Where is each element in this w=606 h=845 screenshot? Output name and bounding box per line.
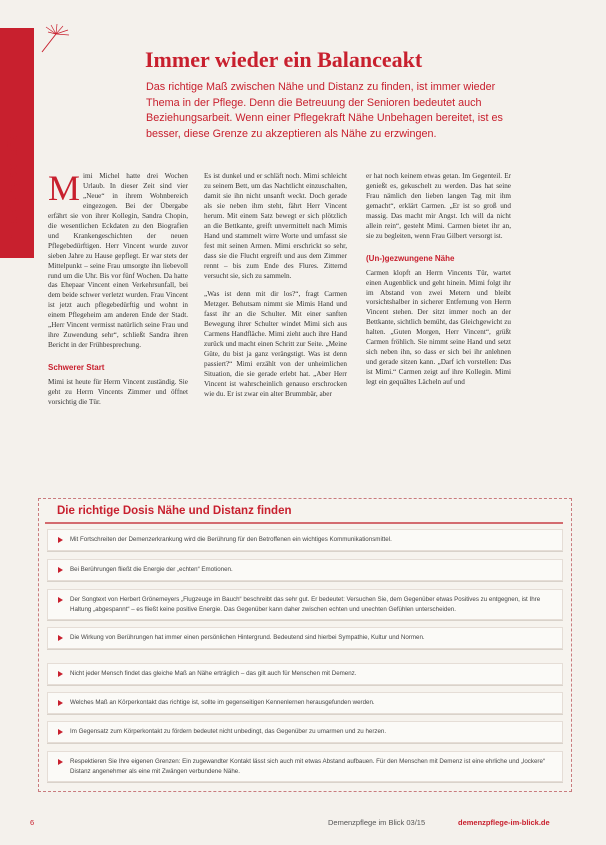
subheading: (Un-)gezwungene Nähe bbox=[366, 253, 455, 263]
section-label-word1: Entlastung bbox=[4, 177, 20, 250]
paragraph: Carmen klopft an Herrn Vincents Tür, wartet einen Augenblick und geht hinein. Mimi folgt ihr im Abstand von zwei Metern und bleibt vorsichtshalber in sicherer Entfernung von Herrn Vincent stehen. Der sitzt immer noch an der Bettkante, sichtlich bemüht, das Gleichgewicht zu halten. „Guten Morgen, Herr Vincent“, grüßt Carmen fröhlich. Sie nimmt seine Hand und setzt sich neben ihn, so dass er sich bei ihr anlehnen und gerade sitzen kann. „Darf ich vorstellen: Das ist Mimi.“ Carmen zeigt auf ihre Kollegin. Mimi legt ein gequältes Lächeln auf und bbox=[366, 268, 511, 387]
arrow-icon bbox=[58, 635, 63, 641]
article-column-2 bbox=[204, 172, 347, 400]
arrow-icon bbox=[58, 537, 63, 543]
tip-item bbox=[47, 751, 563, 782]
paragraph: „Was ist denn mit dir los?“, fragt Carmen Metzger. Behutsam nimmt sie Mimis Hand und fasst ihr an die Schulter. Mit einer sanften Bewegung ihrer Schulter windet Mimi sich aus Carmens Handfläche. Mimi zieht auch ihre Hand zurück und macht einen Schritt zur Seite. „Meine Güte, du bist ja ganz verängstigt. Was ist denn passiert?“ Mimi erzählt von der unheimlichen Situation, die sie gerade erlebt hat. „Aber Herr Vincent ist wahrscheinlich genauso erschrocken wie du. Er ist zwar ein alter Brummbär, aber bbox=[204, 290, 347, 399]
tip-item bbox=[47, 589, 563, 620]
article-column-1 bbox=[48, 168, 188, 408]
tip-text: Bei Berührungen fließt die Energie der „echten“ Emotionen. bbox=[70, 566, 233, 573]
subheading: Schwerer Start bbox=[48, 363, 105, 373]
tip-item bbox=[47, 627, 563, 649]
tip-item bbox=[47, 663, 563, 685]
article-column-3 bbox=[366, 172, 511, 388]
drop-cap: M bbox=[48, 168, 81, 208]
tip-item bbox=[47, 529, 563, 551]
magazine-name: Demenzpflege im Blick 03/15 bbox=[328, 818, 426, 827]
tip-text: Mit Fortschreiten der Demenzerkrankung wird die Berührung für den Betroffenen ein wichtiges Kommunikationsmittel. bbox=[70, 536, 392, 543]
tip-text: Im Gegensatz zum Körperkontakt zu fördern bedeutet nicht unbedingt, das Gegenüber zu umarmen und zu herzen. bbox=[70, 728, 387, 735]
tip-item bbox=[47, 721, 563, 743]
section-label-word2: schaffen bbox=[4, 124, 20, 178]
arrow-icon bbox=[58, 729, 63, 735]
tips-title: Die richtige Dosis Nähe und Distanz finden bbox=[57, 505, 292, 517]
arrow-icon bbox=[58, 671, 63, 677]
article-title: Immer wieder ein Balanceakt bbox=[145, 47, 423, 72]
arrow-icon bbox=[58, 597, 63, 603]
paragraph: Es ist dunkel und er schläft noch. Mimi schleicht zu seinem Bett, um das Nachtlicht einzuschalten, damit sie ihn nicht unsanft weckt. Doch gerade als sie neben ihm steht, fährt Herr Vincent herum. Mit einem Satz bewegt er sich plötzlich an die Bettkante, greift unvermittelt nach Mimis Hand und stammelt wirre Worte und umfasst sie fest mit seinen Armen. Mimi erschrickt so sehr, dass sie die Flucht ergreift und aus dem Zimmer rennt – bis zum Ende des Flures. Zitternd versucht sie, sich zu sammeln. bbox=[204, 172, 347, 280]
paragraph: Mimi ist heute für Herrn Vincent zuständig. Sie geht zu Herrn Vincents Zimmer und öffnet vorsichtig die Tür. bbox=[48, 378, 188, 407]
tip-text: Nicht jeder Mensch findet das gleiche Maß an Nähe erträglich – das gilt auch für Menschen mit Demenz. bbox=[70, 670, 357, 677]
arrow-icon bbox=[58, 759, 63, 765]
section-label bbox=[4, 125, 20, 250]
dandelion-seed-icon bbox=[38, 24, 78, 54]
paragraph: er hat noch keinem etwas getan. Im Gegenteil. Er genießt es, gekuschelt zu werden. Das hat seine Frau nämlich den lieben langen Tag mit ihm gemacht“, erklärt Carmen. „Er ist so groß und massig. Das macht mir Angst. Ich will da nicht allein rein“, gesteht Mimi. Carmen bietet ihr an, sie zu begleiten, wenn Frau Gilbert versorgt ist. bbox=[366, 172, 511, 240]
page-number: 6 bbox=[30, 818, 35, 827]
divider bbox=[45, 522, 563, 524]
tips-box bbox=[38, 498, 572, 792]
website-link[interactable]: demenzpflege-im-blick.de bbox=[458, 818, 550, 827]
tip-item bbox=[47, 692, 563, 714]
article-lead: Das richtige Maß zwischen Nähe und Distanz zu finden, ist immer wieder Thema in der Pflege. Denn die Betreuung der Senioren bedeutet auch Beziehungsarbeit. Wenn einer Pflegekraft Nähe Unbehagen bereitet, ist es besser, diese Grenze zu akzeptieren als Nähe zu erzwingen. bbox=[146, 81, 503, 140]
tip-text: Die Wirkung von Berührungen hat immer einen persönlichen Hintergrund. Bedeutend sind hierbei Sympathie, Kultur und Normen. bbox=[70, 634, 425, 641]
tip-text: Respektieren Sie Ihre eigenen Grenzen: Ein zugewandter Kontakt lässt sich auch mit etwas Abstand aufbauen. Für den Menschen mit Demenz ist eine ehrliche und „lockere“ Distanz angenehmer als eine mit Zwängen verbundene Nähe. bbox=[70, 758, 545, 775]
tip-text: Der Songtext von Herbert Grönemeyers „Flugzeuge im Bauch“ beschreibt das sehr gut. Er bedeutet: Versuchen Sie, dem Gegenüber etwas Positives zu entgegnen, ist Ihre Haltung „abgespannt“ – es fließt keine positive Energie. Das Gegenüber kann daher zwischen echten und unechten Gefühlen unterscheiden. bbox=[70, 596, 541, 613]
arrow-icon bbox=[58, 567, 63, 573]
arrow-icon bbox=[58, 700, 63, 706]
tip-item bbox=[47, 559, 563, 581]
tip-text: Welches Maß an Körperkontakt das richtige ist, sollte im gegenseitigen Kennenlernen herausgefunden werden. bbox=[70, 699, 375, 706]
paragraph: imi Michel hatte drei Wochen Urlaub. In dieser Zeit sind vier „Neue“ in ihrem Wohnbereich eingezogen. Bei der Übergabe erfährt sie von ihrer Kollegin, Sandra Chopin, die wesentlichen Eckdaten zu den Biografien und Krankengeschichten der neuen Pflegebedürftigen. Herr Vincent wurde zuvor sieben Jahre zu Hause gepflegt. Er war stets der Mittelpunkt – seine Frau umsorgte ihn liebevoll rund um die Uhr. Bis vor fünf Wochen. Da hatte das Ehepaar Vincent einen Verkehrsunfall, bei dem beide schwer verletzt wurden. Frau Vincent ist jetzt auch pflegebedürftig und wohnt in einem Pflegeheim am anderen Ende der Stadt. „Herr Vincent vermisst natürlich seine Frau und ihre Zuwendung sehr“, schließt Sandra ihren Bericht in der Frühbesprechung. bbox=[48, 172, 188, 350]
